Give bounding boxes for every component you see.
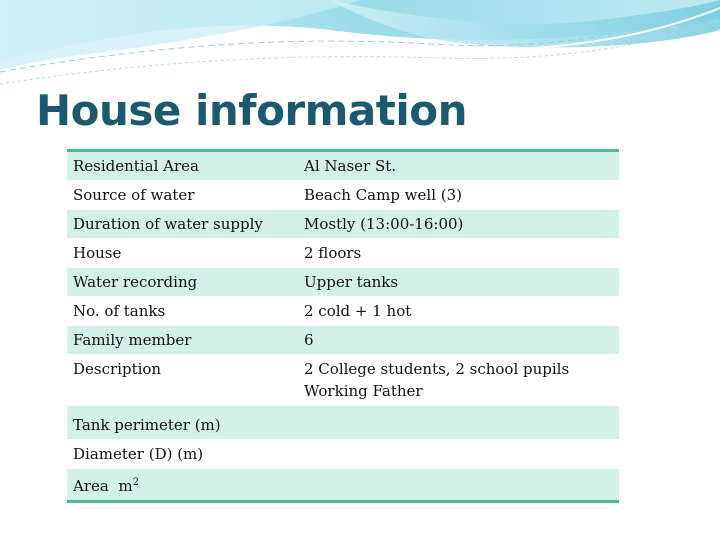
table-row (67, 151, 619, 181)
row-label: Family member (67, 326, 298, 355)
row-value (298, 406, 619, 440)
row-label: Source of water (67, 181, 298, 210)
description-line-1: 2 College students, 2 school pupils (304, 360, 570, 378)
row-label: Water recording (67, 268, 298, 297)
slide-title: House information (36, 86, 467, 135)
row-value: Mostly (13:00-16:00) (298, 210, 619, 239)
row-label: House (67, 239, 298, 268)
row-label: No. of tanks (67, 297, 298, 326)
table-row (67, 268, 619, 297)
row-value: Al Naser St. (298, 151, 619, 181)
table-row (67, 297, 619, 326)
row-value: Upper tanks (298, 268, 619, 297)
row-label: Tank perimeter (m) (67, 406, 298, 440)
row-value: Beach Camp well (3) (298, 181, 619, 210)
table-row (67, 326, 619, 355)
row-label: Diameter (D) (m) (67, 440, 298, 469)
row-value: 2 floors (298, 239, 619, 268)
row-value: 6 (298, 326, 619, 355)
house-info-table (67, 149, 619, 503)
description-line-2: Working Father (304, 382, 423, 400)
row-value (298, 355, 619, 406)
row-value (298, 440, 619, 469)
area-unit-exponent: 2 (132, 477, 139, 488)
row-value: 2 cold + 1 hot (298, 297, 619, 326)
decorative-banner (0, 0, 720, 95)
table-row (67, 406, 619, 440)
row-label: Duration of water supply (67, 210, 298, 239)
row-value (298, 469, 619, 502)
row-label: Residential Area (67, 151, 298, 181)
area-label: Area (73, 477, 109, 495)
row-label (67, 469, 298, 502)
area-unit: m (118, 477, 133, 495)
table-row (67, 239, 619, 268)
table-row (67, 181, 619, 210)
table-row (67, 440, 619, 469)
table-row (67, 210, 619, 239)
table-row (67, 469, 619, 502)
table-row (67, 355, 619, 406)
row-label: Description (67, 355, 298, 406)
